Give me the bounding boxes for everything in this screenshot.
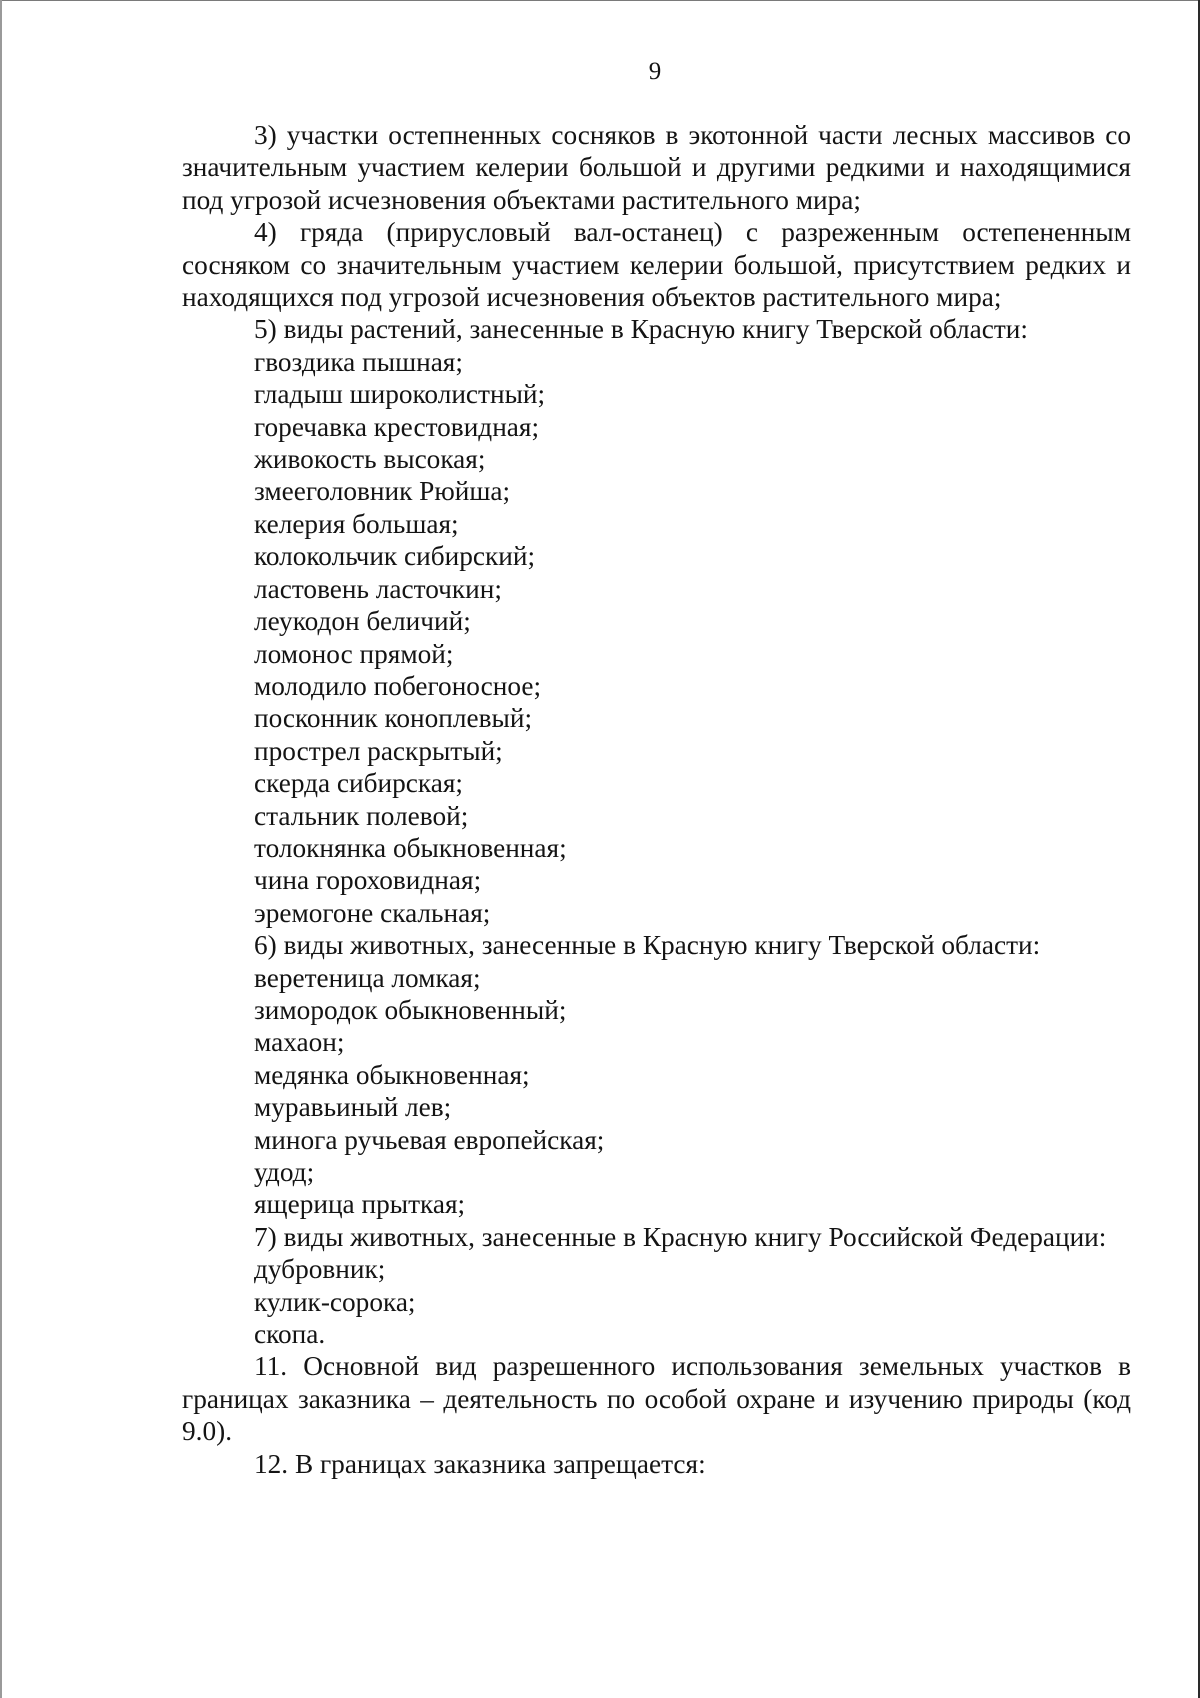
list-item: прострел раскрытый; [254, 735, 503, 766]
list-item: удод; [254, 1157, 315, 1187]
list-item: толокнянка обыкновенная; [254, 832, 567, 863]
scan-edge-top [0, 0, 1200, 1]
list-item: медянка обыкновенная; [254, 1059, 530, 1090]
paragraph-5: 5) виды растений, занесенные в Красную книгу Тверской области: [254, 314, 1029, 345]
list-item: зимородок обыкновенный; [254, 994, 567, 1025]
plant-species-list [182, 346, 1131, 929]
paragraph-11: 11. Основной вид разрешенного использования земельных участков в границах заказника – деятельность по особой охране и изучению природы (код 9.0). [182, 1351, 1131, 1447]
list-item: эремогоне скальная; [254, 897, 491, 928]
list-item: чина гороховидная; [254, 865, 482, 896]
paragraph-3: 3) участки остепненных сосняков в экотонной части лесных массивов со значительным участием келерии большой и другими редкими и находящимися под угрозой исчезновения объектами растительного мира; [182, 120, 1131, 215]
list-item: скопа. [254, 1319, 326, 1350]
list-item: ящерица прыткая; [254, 1189, 466, 1220]
list-item: келерия большая; [254, 508, 459, 539]
list-item: гвоздика пышная; [254, 346, 463, 377]
list-item: ластовень ласточкин; [254, 573, 502, 604]
list-item: колокольчик сибирский; [254, 541, 536, 572]
list-item: дубровник; [254, 1254, 386, 1285]
paragraph-6: 6) виды животных, занесенные в Красную книгу Тверской области: [254, 930, 1041, 961]
document-body [182, 119, 1131, 1480]
list-item: ломонос прямой; [254, 638, 454, 669]
list-item: посконник коноплевый; [254, 703, 533, 734]
list-item: змееголовник Рюйша; [254, 476, 511, 507]
page-number: 9 [648, 58, 662, 85]
regional-animal-species-list [182, 962, 1131, 1221]
list-item: веретеница ломкая; [254, 962, 481, 993]
list-item: гладыш широколистный; [254, 379, 546, 410]
list-item: горечавка крестовидная; [254, 411, 540, 442]
list-item: леукодон беличий; [254, 606, 471, 637]
paragraph-4: 4) гряда (прирусловый вал-останец) с разреженным остепененным сосняком со значительным участием келерии большой, присутствием редких и находящихся под угрозой исчезновения объектов растительного мира; [182, 217, 1131, 313]
list-item: скерда сибирская; [254, 768, 464, 799]
scan-edge-left [0, 0, 2, 1698]
list-item: кулик-сорока; [254, 1286, 416, 1317]
paragraph-12: 12. В границах заказника запрещается: [254, 1448, 706, 1479]
list-item: молодило побегоносное; [254, 670, 542, 701]
list-item: минога ручьевая европейская; [254, 1124, 605, 1155]
list-item: живокость высокая; [254, 444, 486, 475]
paragraph-7: 7) виды животных, занесенные в Красную книгу Российской Федерации: [254, 1221, 1107, 1252]
list-item: стальник полевой; [254, 800, 469, 831]
list-item: муравьиный лев; [254, 1092, 452, 1123]
federal-animal-species-list [182, 1253, 1131, 1350]
list-item: махаон; [254, 1027, 345, 1058]
